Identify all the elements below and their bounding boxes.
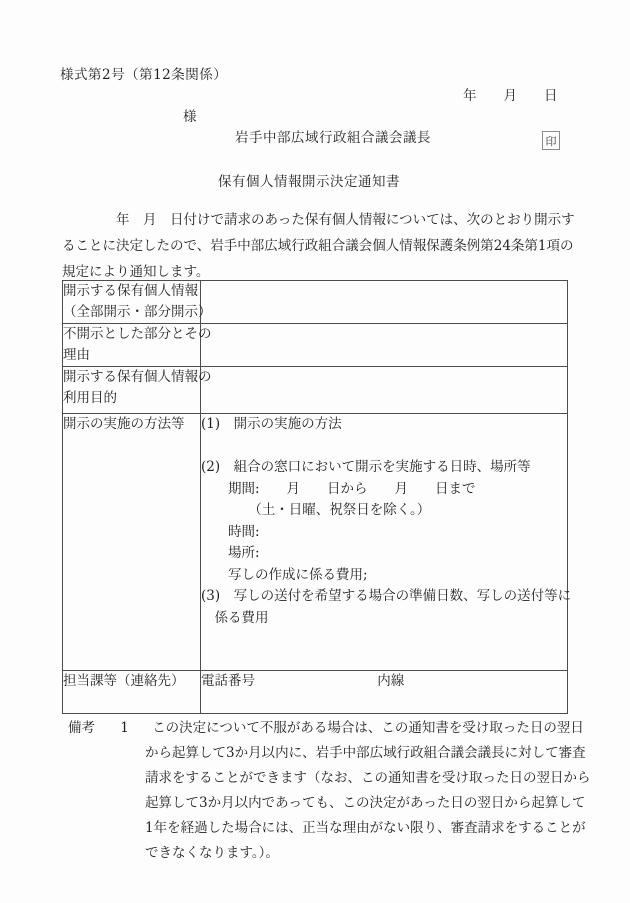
- row-label-line: 開示する保有個人情報の: [63, 369, 212, 385]
- method-line-2: (2) 組合の窓口において開示を実施する日時、場所等: [201, 459, 531, 475]
- note-text: この決定について不服がある場合は、この通知書を受け取った日の翌日: [152, 720, 584, 736]
- method-line-period: 期間: 月 日から 月 日まで: [201, 480, 476, 497]
- row-value-implementation-method: [201, 414, 572, 671]
- method-line-3-cont: 係る費用: [201, 609, 269, 626]
- contact-line: [201, 671, 567, 691]
- intro-line-1: 年 月 日付けで請求のあった保有個人情報については、次のとおり開示す: [62, 212, 575, 228]
- document-title: 保有個人情報開示決定通知書: [218, 174, 400, 190]
- note-line: 請求をすることができます（なお、この通知書を受け取った日の翌日から: [145, 770, 591, 786]
- seal-box: [542, 131, 560, 150]
- intro-paragraph: [62, 207, 575, 285]
- row-label-line: 担当課等（連絡先）: [63, 673, 185, 689]
- table-row-disclosed-info: [63, 281, 568, 324]
- row-label-contact: [63, 671, 201, 714]
- note-line-first: [68, 716, 584, 741]
- note-line: できなくなります。）。: [145, 845, 279, 861]
- sender-title: 岩手中部広域行政組合議会議長: [235, 130, 431, 146]
- row-value-usage-purpose[interactable]: [201, 367, 568, 414]
- recipient-honorific: 様: [183, 109, 197, 125]
- notes-item-number: 1: [120, 720, 129, 736]
- method-line-copy-fee: 写しの作成に係る費用;: [201, 566, 368, 583]
- intro-line-3: 規定により通知します。: [62, 264, 210, 280]
- row-label-implementation-method: [63, 414, 201, 671]
- row-label-usage-purpose: [63, 367, 212, 414]
- table-row-contact: [63, 671, 568, 714]
- row-label-nondisclosed-parts: [63, 324, 212, 367]
- method-line-1: (1) 開示の実施の方法: [201, 416, 342, 432]
- row-value-nondisclosed-parts[interactable]: [201, 324, 568, 367]
- method-line-holiday-note: （土・日曜、祝祭日を除く。）: [201, 502, 431, 518]
- notes-section: [68, 716, 591, 866]
- method-line-place: 場所:: [201, 545, 260, 561]
- notes-heading: 備考: [68, 720, 95, 736]
- row-label-line: 開示する保有個人情報: [63, 283, 198, 299]
- row-label-line: 不開示とした部分とその: [63, 326, 212, 342]
- row-label-line: 開示の実施の方法等: [63, 416, 185, 432]
- extension-label: 内線: [377, 673, 405, 689]
- row-label-line: 理由: [63, 347, 90, 363]
- table-row-usage-purpose: [63, 367, 568, 414]
- seal-character: 印: [545, 134, 557, 148]
- row-value-contact[interactable]: [201, 671, 568, 714]
- phone-number-label: 電話番号: [201, 673, 255, 689]
- intro-line-2: ることに決定したので、岩手中部広域行政組合議会個人情報保護条例第24条第1項の: [62, 238, 574, 254]
- issue-date-line: 年 月 日: [463, 88, 558, 104]
- row-label-line: 利用目的: [63, 390, 117, 406]
- table-row-nondisclosed-parts: [63, 324, 568, 367]
- method-line-time: 時間:: [201, 523, 260, 540]
- note-line: 1年を経過した場合には、正当な理由がない限り、審査請求をすることが: [145, 820, 586, 836]
- method-line-3: (3) 写しの送付を希望する場合の準備日数、写しの送付等に: [201, 588, 572, 604]
- note-line: から起算して3か月以内に、岩手中部広域行政組合議会議長に対して審査: [145, 745, 586, 761]
- row-value-disclosed-info[interactable]: [201, 281, 568, 324]
- row-label-disclosed-info: [63, 281, 212, 324]
- form-number: 様式第2号（第12条関係）: [60, 67, 228, 83]
- disclosure-decision-table: [62, 280, 572, 714]
- row-label-line: （全部開示・部分開示）: [63, 304, 212, 320]
- method-line-blank: [201, 436, 567, 458]
- note-line: 起算して3か月以内であっても、この決定があった日の翌日から起算して: [145, 795, 586, 811]
- table-row-implementation-method: [63, 414, 568, 671]
